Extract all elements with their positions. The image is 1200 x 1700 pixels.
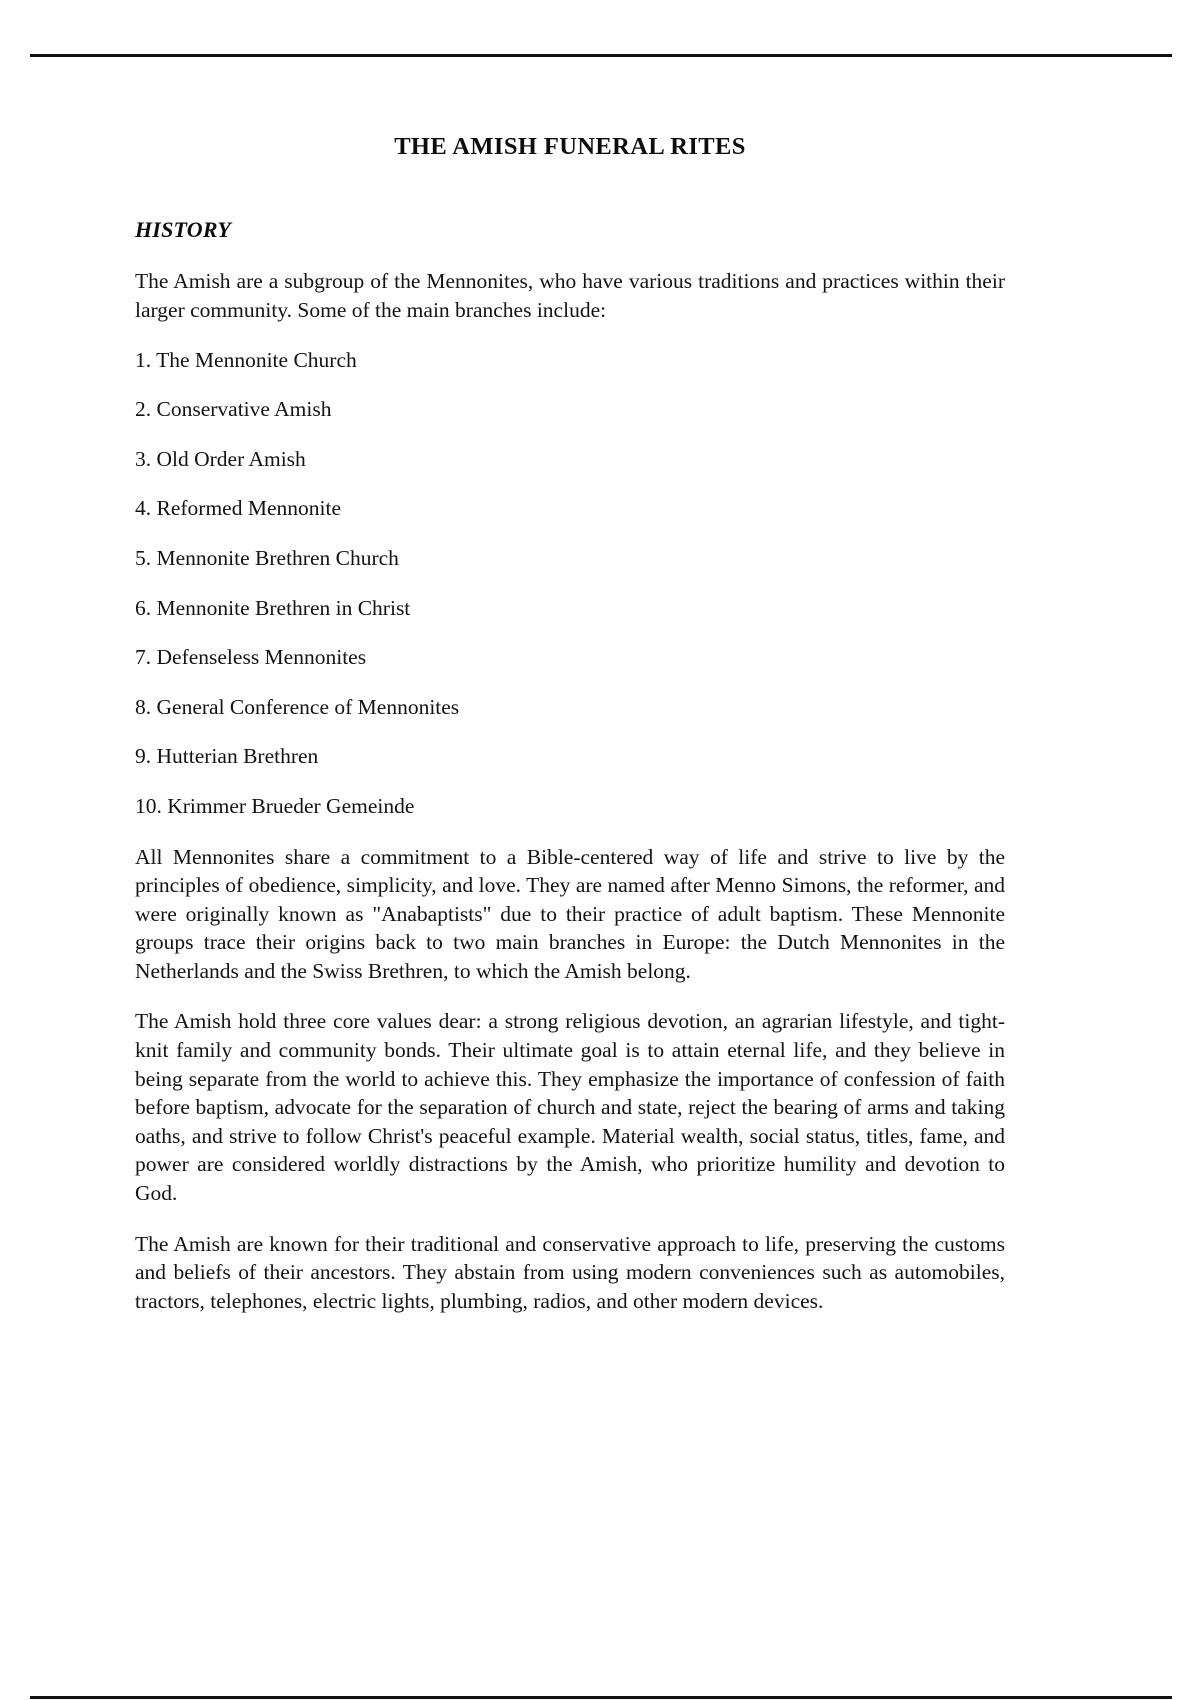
- paragraph-all-mennonites: All Mennonites share a commitment to a Bible-centered way of life and strive to live by the principles of obedience, simplicity, and love. They are named after Menno Simons, the reformer, and were originally known as "Anabaptists" due to their practice of adult baptism. These Mennonite groups trace their origins back to two main branches in Europe: the Dutch Mennonites in the Netherlands and the Swiss Brethren, to which the Amish belong.: [135, 844, 1005, 983]
- list-item-label: General Conference of Mennonites: [156, 694, 460, 719]
- list-item: [135, 374, 1005, 424]
- list-item-label: Mennonite Brethren in Christ: [156, 595, 411, 620]
- document-content: [135, 96, 1005, 1315]
- list-item-label: Old Order Amish: [156, 446, 306, 471]
- footer-rule: [30, 1696, 1172, 1699]
- list-item-label: Defenseless Mennonites: [156, 645, 367, 670]
- list-item: [135, 573, 1005, 623]
- list-item: [135, 473, 1005, 523]
- list-item: [135, 622, 1005, 672]
- list-item-label: Hutterian Brethren: [156, 744, 319, 769]
- section-heading-history: HISTORY: [135, 217, 231, 243]
- list-item-number: 8.: [135, 694, 157, 719]
- list-item-number: 9.: [135, 744, 157, 769]
- list-item-label: Reformed Mennonite: [156, 496, 341, 521]
- history-intro-paragraph: The Amish are a subgroup of the Mennonites, who have various traditions and practices within their larger community. Some of the main branches include:: [135, 269, 1005, 322]
- list-item-number: 2.: [135, 397, 157, 422]
- list-item-number: 1.: [135, 347, 157, 372]
- list-item-label: Krimmer Brueder Gemeinde: [167, 793, 415, 818]
- list-item-number: 10.: [135, 793, 168, 818]
- list-item-label: Mennonite Brethren Church: [156, 545, 399, 570]
- paragraph-core-values: The Amish hold three core values dear: a strong religious devotion, an agrarian lifestyle, and tight-knit family and community bonds. Their ultimate goal is to attain eternal life, and they believe in being separate from the world to achieve this. They emphasize the importance of confession of faith before baptism, advocate for the separation of church and state, reject the bearing of arms and taking oaths, and strive to follow Christ's peaceful example. Material wealth, social status, titles, fame, and power are considered worldly distractions by the Amish, who prioritize humility and devotion to God.: [135, 1009, 1005, 1206]
- list-item-number: 3.: [135, 446, 157, 471]
- list-item: [135, 672, 1005, 722]
- list-item: [135, 771, 1005, 821]
- page-title: THE AMISH FUNERAL RITES: [394, 133, 746, 160]
- list-item-number: 4.: [135, 496, 157, 521]
- paragraph-traditional-approach: The Amish are known for their traditional and conservative approach to life, preserving the customs and beliefs of their ancestors. They abstain from using modern conveniences such as automobiles, tractors, telephones, electric lights, plumbing, radios, and other modern devices.: [135, 1231, 1005, 1313]
- list-item: [135, 721, 1005, 771]
- header-rule: [30, 54, 1172, 57]
- list-item: [135, 424, 1005, 474]
- list-item-number: 7.: [135, 645, 157, 670]
- list-item: [135, 325, 1005, 375]
- list-item-label: The Mennonite Church: [156, 347, 357, 372]
- mennonite-branches-list: [135, 325, 1005, 821]
- list-item-label: Conservative Amish: [156, 397, 332, 422]
- list-item-number: 5.: [135, 545, 157, 570]
- list-item: [135, 523, 1005, 573]
- list-item-number: 6.: [135, 595, 157, 620]
